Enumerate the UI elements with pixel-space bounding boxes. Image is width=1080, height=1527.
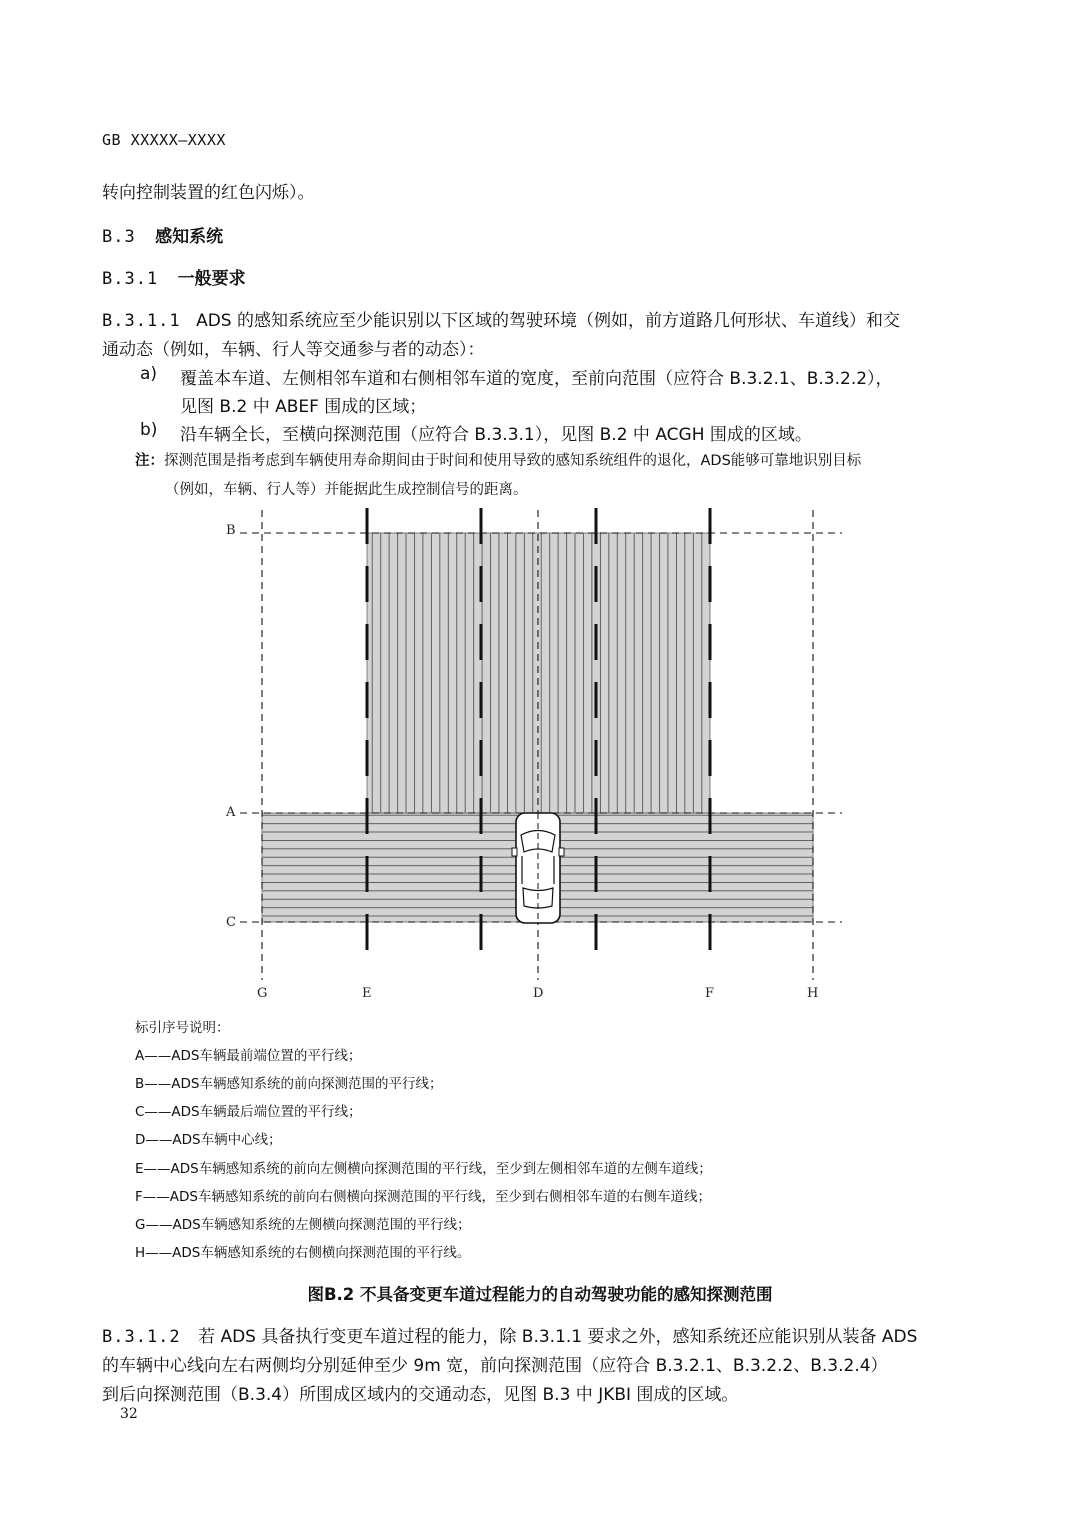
list-item-a-marker: a) [140,364,158,384]
label-c: C [226,915,236,930]
vehicle-icon [512,813,564,923]
page-number: 32 [120,1406,138,1422]
document-code: GB XXXXX—XXXX [102,131,226,149]
clause-b311-line2: 通动态（例如，车辆、行人等交通参与者的动态）： [102,340,485,360]
continuation-text: 转向控制装置的红色闪烁）。 [102,183,315,203]
list-item-a-line2: 见图 B.2 中 ABEF 围成的区域； [180,397,427,417]
list-item-b-text: 沿车辆全长，至横向探测范围（应符合 B.3.3.1），见图 B.2 中 ACGH 围成的区域。 [180,425,812,445]
label-e: E [362,986,372,1001]
note-text: 探测范围是指考虑到车辆使用寿命期间由于时间和使用导致的感知系统组件的退化，ADS能够可靠地识别目标 [164,453,862,469]
section-title: 一般要求 [177,269,246,289]
clause-number: B.3.1.2 [102,1327,181,1347]
section-title: 感知系统 [155,227,224,247]
note-line2: （例如，车辆、行人等）并能据此生成控制信号的距离。 [165,482,528,498]
legend-item-h: H——ADS车辆感知系统的右侧横向探测范围的平行线。 [135,1245,471,1261]
clause-text: ADS 的感知系统应至少能识别以下区域的驾驶环境（例如，前方道路几何形状、车道线）和交 [196,311,900,331]
note-label: 注： [135,453,164,469]
clause-b312-line3: 到后向探测范围（B.3.4）所围成区域内的交通动态，见图 B.3 中 JKBI 围成的区域。 [102,1385,739,1405]
legend-item-c: C——ADS车辆最后端位置的平行线； [135,1104,362,1120]
clause-number: B.3.1.1 [102,311,181,331]
legend-item-d: D——ADS车辆中心线； [135,1132,282,1148]
label-a: A [226,805,236,820]
label-b: B [226,523,236,538]
list-item-b-marker: b) [140,420,158,440]
legend-item-f: F——ADS车辆感知系统的前向右侧横向探测范围的平行线，至少到右侧相邻车道的右侧车道线； [135,1189,711,1205]
label-h: H [807,986,819,1001]
section-number: B.3 [102,227,136,247]
legend-item-b: B——ADS车辆感知系统的前向探测范围的平行线； [135,1076,443,1092]
clause-b312-line1 [102,1322,917,1347]
clause-b312-line2: 的车辆中心线向左右两侧均分别延伸至少 9m 宽，前向探测范围（应符合 B.3.2.1、B.3.2.2、B.3.2.4） [102,1356,888,1376]
list-item-a-line1: 覆盖本车道、左侧相邻车道和右侧相邻车道的宽度，至前向范围（应符合 B.3.2.1、B.3.2.2）， [180,369,893,389]
section-number: B.3.1 [102,269,159,289]
figure-caption: 图B.2 不具备变更车道过程能力的自动驾驶功能的感知探测范围 [307,1285,773,1304]
legend-item-a: A——ADS车辆最前端位置的平行线； [135,1048,362,1064]
label-f: F [705,986,715,1001]
legend-item-g: G——ADS车辆感知系统的左侧横向探测范围的平行线； [135,1217,471,1233]
clause-text: 若 ADS 具备执行变更车道过程的能力，除 B.3.1.1 要求之外，感知系统还应能识别从装备 ADS [198,1327,918,1347]
legend-item-e: E——ADS车辆感知系统的前向左侧横向探测范围的平行线，至少到左侧相邻车道的左侧车道线； [135,1161,712,1177]
label-g: G [257,986,268,1001]
legend-title: 标引序号说明： [135,1020,230,1036]
label-d: D [533,986,544,1001]
